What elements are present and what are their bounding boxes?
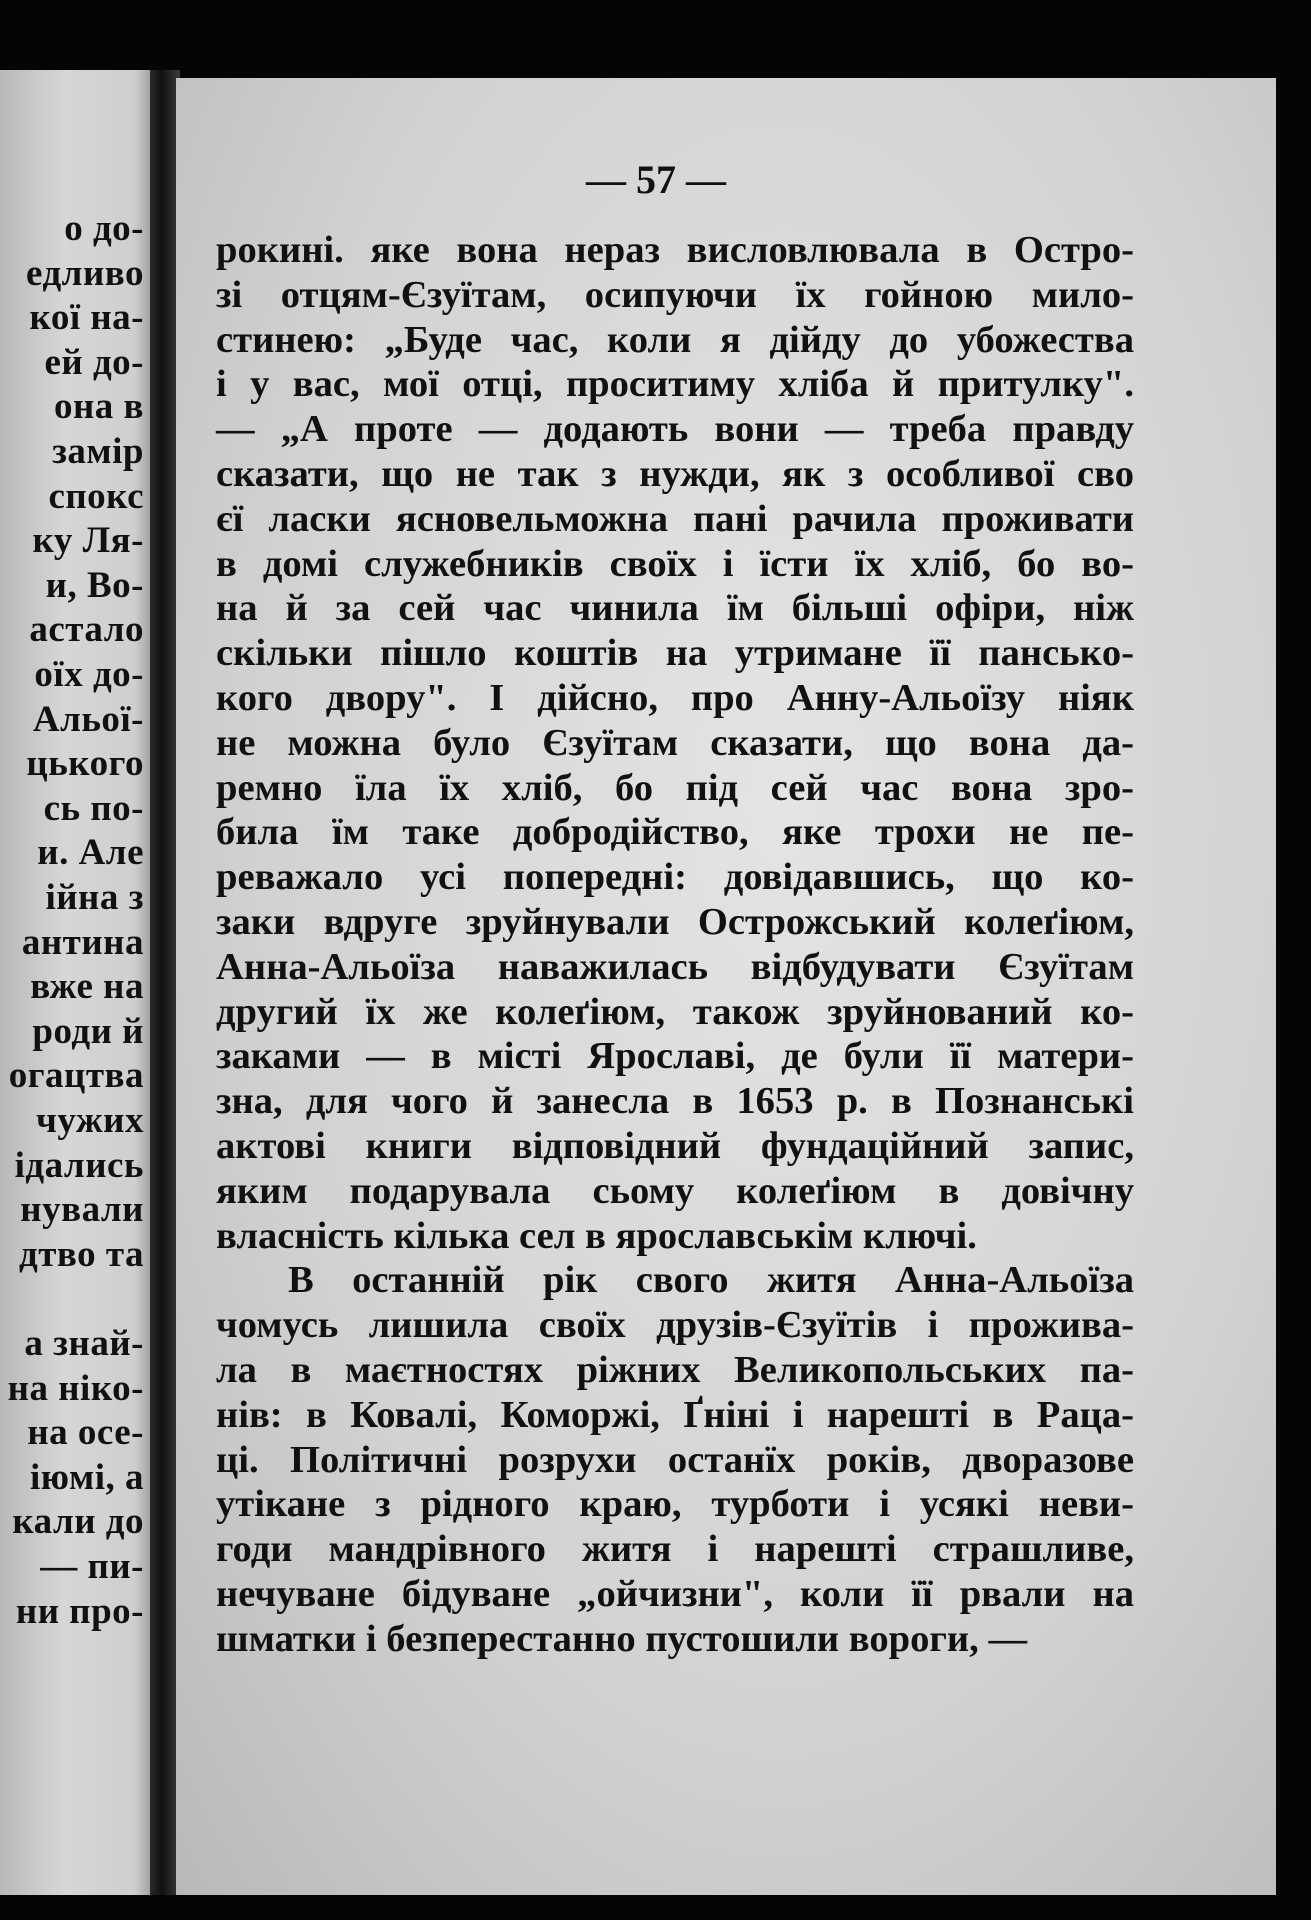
text-line: в домі служебників своїх і їсти їх хліб, бо во- bbox=[216, 542, 1134, 585]
left-page-fragment: оїх до- bbox=[34, 654, 144, 695]
text-line: другий їх же колеґіюм, також зруйнований ко- bbox=[216, 990, 1134, 1033]
text-line: актові книги відповідний фундаційний запис, bbox=[216, 1124, 1134, 1167]
text-line: власність кілька сел в ярославськім ключі. bbox=[216, 1214, 977, 1257]
left-page-fragment: огацтва bbox=[8, 1055, 144, 1097]
left-page-fragment: ку Ля- bbox=[32, 520, 144, 562]
main-page bbox=[176, 78, 1276, 1895]
left-page-fragment: на ніко- bbox=[7, 1367, 144, 1409]
left-page-fragment: ей до- bbox=[44, 341, 144, 383]
left-page-fragment: роди й bbox=[32, 1010, 144, 1052]
left-page-fragment: ни про- bbox=[15, 1590, 144, 1632]
left-page-fragment: кої на- bbox=[29, 297, 144, 339]
left-page-fragment: едливо bbox=[26, 252, 144, 294]
text-line: рокині. яке вона нераз висловлювала в Остро- bbox=[216, 229, 1134, 271]
left-page-fragment: спокс bbox=[48, 475, 144, 517]
left-page-fragment: сь по- bbox=[43, 787, 144, 829]
left-page-fragment: астало bbox=[29, 609, 144, 651]
left-page-fragment: дтво та bbox=[19, 1233, 144, 1275]
left-page-fragment: и. Але bbox=[37, 832, 144, 874]
page-number: — 57 — bbox=[586, 157, 726, 202]
left-page-fragment: — пи- bbox=[40, 1546, 144, 1587]
left-page-fragment: о до- bbox=[64, 208, 144, 249]
left-page-fragment: ідались bbox=[14, 1144, 144, 1186]
text-line: зна, для чого й занесла в 1653 р. в Познанські bbox=[216, 1080, 1134, 1123]
left-page-fragment: цького bbox=[26, 743, 144, 785]
text-line: зі отцям-Єзуїтам, осипуючи їх гойною мило- bbox=[216, 273, 1134, 316]
text-line: ла в маєтностях ріжних Великопольських па- bbox=[216, 1348, 1134, 1391]
text-line: кого двору". І дійсно, про Анну-Альоїзу ніяк bbox=[216, 676, 1134, 719]
left-page-fragment: и, Во- bbox=[45, 564, 144, 606]
text-line: утікане з рідного краю, турботи і усякі неви- bbox=[216, 1483, 1134, 1526]
text-line: ремно їла їх хліб, бо під сей час вона зро- bbox=[216, 766, 1134, 809]
left-page-fragment: она в bbox=[53, 386, 144, 428]
text-line: В останній рік свого житя Анна-Альоїза bbox=[288, 1259, 1134, 1302]
left-page-fragment: ійна з bbox=[45, 877, 144, 918]
text-line: і у вас, мої отці, проситиму хліба й притулку". bbox=[216, 363, 1134, 406]
text-line: — „А проте — додають вони — треба правду bbox=[216, 408, 1134, 451]
text-line: ці. Політичні розрухи останїх років, дворазове bbox=[216, 1438, 1134, 1481]
left-page-fragment: антина bbox=[21, 921, 144, 963]
text-line: нечуване бідуване „ойчизни", коли її рвали на bbox=[216, 1572, 1134, 1615]
text-line: чомусь лишила своїх друзів-Єзуїтів і прожива- bbox=[216, 1304, 1134, 1347]
left-page-fragment: Альої- bbox=[32, 698, 144, 740]
left-page-strip bbox=[0, 70, 158, 1895]
text-line: била їм таке добродійство, яке трохи не пе- bbox=[216, 811, 1134, 854]
left-page-fragment: іюмі, а bbox=[29, 1456, 144, 1498]
left-page-fragment: нували bbox=[20, 1189, 144, 1231]
left-page-fragment: замір bbox=[52, 431, 144, 472]
left-page-fragment: кали до bbox=[12, 1501, 144, 1543]
text-line: годи мандрівного житя і нарешті страшливе, bbox=[216, 1528, 1134, 1571]
left-page-fragment: а знай- bbox=[24, 1323, 144, 1364]
text-line: заками — в місті Ярославі, де були її матери- bbox=[216, 1035, 1134, 1078]
text-line: заки вдруге зруйнували Острожський колеґіюм, bbox=[216, 900, 1134, 943]
text-line: сказати, що не так з нужди, як з особливої сво bbox=[216, 452, 1134, 495]
text-line: Анна-Альоїза наважилась відбудувати Єзуїтам bbox=[216, 945, 1134, 988]
body-text bbox=[216, 228, 1134, 1662]
left-page-fragment: вже на bbox=[30, 966, 144, 1008]
text-line: шматки і безперестанно пустошили вороги, — bbox=[216, 1617, 1028, 1660]
text-line: яким подарувала сьому колеґіюм в довічну bbox=[216, 1169, 1134, 1212]
left-page-fragment: на осе- bbox=[27, 1412, 144, 1454]
text-line: на й за сей час чинила їм більші офіри, ніж bbox=[216, 587, 1134, 630]
text-line: реважало усі попередні: довідавшись, що ко- bbox=[216, 856, 1134, 899]
text-line: стинею: „Буде час, коли я дійду до убожества bbox=[216, 318, 1134, 361]
text-line: не можна було Єзуїтам сказати, що вона да- bbox=[216, 721, 1134, 764]
text-line: нів: в Ковалі, Коморжі, Ґніні і нарешті в Раца- bbox=[216, 1393, 1134, 1436]
text-line: єї ласки ясновельможна пані рачила проживати bbox=[216, 497, 1134, 540]
left-page-fragment: чужих bbox=[35, 1100, 144, 1141]
text-line: скільки пішло коштів на утримане її панськo- bbox=[216, 632, 1134, 675]
